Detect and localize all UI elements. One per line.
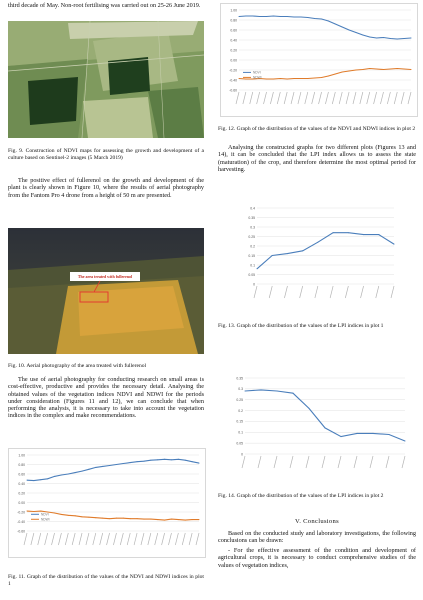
data-point <box>171 459 172 460</box>
y-tick-label: -0.60 <box>17 529 25 534</box>
y-tick-label: 0.2 <box>250 244 255 249</box>
figure-13-chart <box>238 199 403 313</box>
x-tick-label <box>330 286 333 298</box>
x-tick-label <box>361 286 364 298</box>
figure-14-caption-wrap <box>218 493 416 500</box>
figure-14-chart <box>226 369 414 483</box>
x-tick-label <box>250 92 253 104</box>
data-point <box>68 474 69 475</box>
x-tick-label <box>376 286 379 298</box>
data-point <box>266 79 267 80</box>
y-tick-label: 0.15 <box>236 419 243 424</box>
data-point <box>328 76 329 77</box>
data-point <box>199 463 200 464</box>
x-tick-label <box>24 533 27 545</box>
figure-12-chart <box>220 3 418 117</box>
y-tick-label: 0.3 <box>238 387 243 392</box>
data-point <box>397 39 398 40</box>
data-point <box>272 255 273 256</box>
data-point <box>54 476 55 477</box>
data-point <box>294 78 295 79</box>
y-tick-label: 0 <box>253 282 255 287</box>
series-line-lpi <box>257 233 394 269</box>
y-tick-label: 0.35 <box>248 215 255 220</box>
x-tick-label <box>284 92 287 104</box>
data-point <box>405 440 406 441</box>
x-tick-label <box>168 533 171 545</box>
y-tick-label: -0.60 <box>229 88 237 93</box>
data-point <box>143 461 144 462</box>
left-paragraph-1 <box>8 177 204 199</box>
x-tick-label <box>242 456 245 468</box>
data-point <box>157 519 158 520</box>
right-paragraph-3 <box>218 144 416 173</box>
data-point <box>357 433 358 434</box>
data-point <box>192 461 193 462</box>
x-tick-label <box>277 92 280 104</box>
data-point <box>411 69 412 70</box>
y-tick-label: 0.1 <box>250 263 255 268</box>
left-top-text: third decade of May. Non-root fertilising was carried out on 25-26 June 2019. <box>8 2 201 9</box>
data-point <box>130 462 131 463</box>
data-point <box>302 250 303 251</box>
data-point <box>123 463 124 464</box>
data-point <box>376 38 377 39</box>
series-line-ndvi <box>27 459 199 480</box>
x-tick-label <box>360 92 363 104</box>
x-tick-label <box>354 456 357 468</box>
data-point <box>123 518 124 519</box>
x-tick-label <box>346 92 349 104</box>
x-tick-label <box>370 456 373 468</box>
legend-label: NDWI <box>41 517 50 522</box>
y-tick-label: 0.20 <box>230 48 237 53</box>
y-tick-label: 0.25 <box>248 234 255 239</box>
x-tick-label <box>175 533 178 545</box>
x-tick-label <box>380 92 383 104</box>
lpi-plot1-svg <box>239 200 402 312</box>
x-tick-label <box>270 92 273 104</box>
data-point <box>355 32 356 33</box>
data-point <box>178 459 179 460</box>
data-point <box>300 78 301 79</box>
y-tick-label: 0.40 <box>230 38 237 43</box>
x-tick-label <box>162 533 165 545</box>
x-tick-label <box>284 286 287 298</box>
data-point <box>325 427 326 428</box>
x-tick-label <box>291 92 294 104</box>
paragraph-fullerenol: The positive effect of fullerenol on the growth and development of the plant is clearly shown in Figure 10, where the results of aerial photography from the Fantom Pro 4 drone from a height of 50 m are presented. <box>8 177 204 199</box>
x-tick-label <box>312 92 315 104</box>
x-tick-label <box>401 92 404 104</box>
data-point <box>245 391 246 392</box>
data-point <box>54 512 55 513</box>
x-tick-label <box>257 92 260 104</box>
left-paragraph-2 <box>8 376 204 420</box>
x-tick-label <box>367 92 370 104</box>
data-point <box>61 474 62 475</box>
data-point <box>314 78 315 79</box>
x-tick-label <box>300 286 303 298</box>
y-tick-label: 0.4 <box>250 206 255 211</box>
y-tick-label: 0.3 <box>250 225 255 230</box>
x-tick-label <box>134 533 137 545</box>
y-tick-label: 1.00 <box>230 8 237 13</box>
x-tick-label <box>338 456 341 468</box>
data-point <box>245 79 246 80</box>
data-point <box>328 21 329 22</box>
paragraph-conclusion-1: - For the effective assessment of the condition and development of agricultural crops, it is necessary to conduct comprehensive studies of the values of vegetation indices, <box>218 547 416 569</box>
x-tick-label <box>315 286 318 298</box>
data-point <box>317 242 318 243</box>
data-point <box>75 515 76 516</box>
x-tick-label <box>243 92 246 104</box>
figure-11-chart <box>8 448 206 558</box>
data-point <box>68 515 69 516</box>
series-line-ndwi <box>27 511 199 520</box>
data-point <box>273 79 274 80</box>
data-point <box>333 232 334 233</box>
x-tick-label <box>374 92 377 104</box>
x-tick-label <box>345 286 348 298</box>
y-tick-label: 0 <box>241 452 243 457</box>
x-tick-label <box>182 533 185 545</box>
ndvi-satellite-map <box>8 21 204 138</box>
x-tick-label <box>148 533 151 545</box>
x-tick-label <box>58 533 61 545</box>
y-tick-label: -0.20 <box>17 510 25 515</box>
figure-10-aerial-photo <box>8 228 204 354</box>
x-tick-label <box>79 533 82 545</box>
data-point <box>164 459 165 460</box>
data-point <box>383 37 384 38</box>
data-point <box>369 68 370 69</box>
data-point <box>335 74 336 75</box>
y-tick-label: 0.1 <box>238 430 243 435</box>
data-point <box>280 78 281 79</box>
data-point <box>266 16 267 17</box>
y-tick-label: 0.80 <box>230 18 237 23</box>
y-tick-label: 0.60 <box>18 472 25 477</box>
y-tick-label: 0.80 <box>18 462 25 467</box>
legend-label: NDWI <box>253 75 262 80</box>
data-point <box>40 479 41 480</box>
x-tick-label <box>189 533 192 545</box>
right-paragraph-5 <box>218 547 416 569</box>
x-tick-label <box>107 533 110 545</box>
x-tick-label <box>306 456 309 468</box>
data-point <box>314 18 315 19</box>
x-tick-label <box>258 456 261 468</box>
data-point <box>150 460 151 461</box>
data-point <box>171 519 172 520</box>
x-tick-label <box>45 533 48 545</box>
figure-11-caption-wrap <box>8 574 204 587</box>
data-point <box>150 519 151 520</box>
x-tick-label <box>305 92 308 104</box>
data-point <box>321 77 322 78</box>
data-point <box>102 466 103 467</box>
data-point <box>130 518 131 519</box>
figure-11-caption: Fig. 11. Graph of the distribution of the values of the NDVI and NDWI indices in plot 1 <box>8 574 204 587</box>
data-point <box>294 17 295 18</box>
data-point <box>95 467 96 468</box>
data-point <box>185 460 186 461</box>
lpi-plot2-svg <box>227 370 413 482</box>
data-point <box>116 464 117 465</box>
x-tick-label <box>93 533 96 545</box>
ndvi-ndwi-plot2-svg <box>221 4 417 116</box>
data-point <box>348 232 349 233</box>
x-tick-label <box>353 92 356 104</box>
x-tick-label <box>408 92 411 104</box>
data-point <box>369 37 370 38</box>
data-point <box>287 79 288 80</box>
data-point <box>40 511 41 512</box>
x-tick-label <box>319 92 322 104</box>
x-tick-label <box>394 92 397 104</box>
x-tick-label <box>196 533 199 545</box>
data-point <box>185 520 186 521</box>
fullerenol-area-label: The area treated with fullerenol <box>77 274 133 279</box>
data-point <box>164 520 165 521</box>
data-point <box>287 253 288 254</box>
y-tick-label: 0.60 <box>230 28 237 33</box>
data-point <box>199 519 200 520</box>
data-point <box>342 72 343 73</box>
series-line-lpi <box>245 390 405 441</box>
y-tick-label: 0.40 <box>18 481 25 486</box>
figure-12-caption: Fig. 12. Graph of the distribution of the values of the NDVI and NDWI indices in plot 2 <box>218 126 416 132</box>
x-tick-label <box>298 92 301 104</box>
y-tick-label: 0.05 <box>248 272 255 277</box>
right-paragraph-4 <box>218 530 416 545</box>
y-tick-label: 0.2 <box>238 408 243 413</box>
x-tick-label <box>86 533 89 545</box>
y-tick-label: 0.00 <box>230 58 237 63</box>
y-tick-label: -0.40 <box>229 78 237 83</box>
x-tick-label <box>274 456 277 468</box>
x-tick-label <box>322 456 325 468</box>
figure-9-caption-wrap <box>8 148 204 161</box>
data-point <box>192 519 193 520</box>
data-point <box>116 518 117 519</box>
data-point <box>252 16 253 17</box>
x-tick-label <box>402 456 405 468</box>
figure-14-caption: Fig. 14. Graph of the distribution of the values of the LPI indices in plot 2 <box>218 493 384 499</box>
x-tick-label <box>127 533 130 545</box>
data-point <box>257 268 258 269</box>
data-point <box>341 436 342 437</box>
data-point <box>404 69 405 70</box>
data-point <box>307 78 308 79</box>
x-tick-label <box>52 533 55 545</box>
data-point <box>404 38 405 39</box>
data-point <box>109 518 110 519</box>
x-tick-label <box>113 533 116 545</box>
aerial-photo-drawing <box>8 228 204 354</box>
x-tick-label <box>236 92 239 104</box>
x-tick-label <box>254 286 257 298</box>
data-point <box>390 69 391 70</box>
data-point <box>82 471 83 472</box>
data-point <box>390 38 391 39</box>
data-point <box>394 244 395 245</box>
data-point <box>239 78 240 79</box>
x-tick-label <box>72 533 75 545</box>
data-point <box>33 511 34 512</box>
data-point <box>363 234 364 235</box>
figure-12-caption-wrap <box>218 126 416 133</box>
data-point <box>378 234 379 235</box>
data-point <box>178 519 179 520</box>
data-point <box>88 517 89 518</box>
x-tick-label <box>141 533 144 545</box>
data-point <box>277 391 278 392</box>
data-point <box>355 70 356 71</box>
data-point <box>307 17 308 18</box>
ndvi-ndwi-plot1-svg <box>9 449 205 557</box>
y-tick-label: 0.20 <box>18 491 25 496</box>
figure-9-caption: Fig. 9. Construction of NDVI maps for assessing the growth and development of a culture based on Sentinel-2 images (5 March 2019) <box>8 148 204 161</box>
data-point <box>389 434 390 435</box>
data-point <box>47 478 48 479</box>
data-point <box>362 35 363 36</box>
y-tick-label: 0.35 <box>236 376 243 381</box>
data-point <box>397 68 398 69</box>
y-tick-label: 0.15 <box>248 253 255 258</box>
data-point <box>373 433 374 434</box>
data-point <box>88 469 89 470</box>
figure-13-caption: Fig. 13. Graph of the distribution of the values of the LPI indices in plot 1 <box>218 323 384 329</box>
y-tick-label: 0.00 <box>18 500 25 505</box>
x-tick-label <box>332 92 335 104</box>
data-point <box>293 393 294 394</box>
data-point <box>137 461 138 462</box>
conclusions-heading: V. Conclusions <box>294 518 339 525</box>
y-tick-label: 0.05 <box>236 441 243 446</box>
x-tick-label <box>31 533 34 545</box>
data-point <box>82 516 83 517</box>
data-point <box>261 389 262 390</box>
data-point <box>27 480 28 481</box>
data-point <box>75 472 76 473</box>
data-point <box>287 16 288 17</box>
data-point <box>300 17 301 18</box>
data-point <box>239 16 240 17</box>
x-tick-label <box>269 286 272 298</box>
figure-13-caption-wrap <box>218 323 416 330</box>
data-point <box>245 16 246 17</box>
data-point <box>61 514 62 515</box>
y-tick-label: 1.00 <box>18 453 25 458</box>
x-tick-label <box>65 533 68 545</box>
figure-10-caption: Fig. 10. Aerial photography of the area treated with fullerenol <box>8 363 147 369</box>
paragraph-lpi-analysis: Analysing the constructed graphs for two different plots (Figures 13 and 14), it can be concluded that the LPI index allows us to assess the state (maturation) of the crop, and therefore determine the most optimal period for harvesting. <box>218 144 416 173</box>
data-point <box>95 517 96 518</box>
y-tick-label: 0.25 <box>236 398 243 403</box>
x-tick-label <box>339 92 342 104</box>
paragraph-conclusions-intro: Based on the conducted study and laboratory investigations, the following conclusions can be drawn: <box>218 530 416 545</box>
legend-label: NDVI <box>41 512 49 517</box>
data-point <box>321 19 322 20</box>
data-point <box>259 16 260 17</box>
series-line-ndvi <box>239 16 411 39</box>
x-tick-label <box>391 286 394 298</box>
data-point <box>109 465 110 466</box>
data-point <box>273 16 274 17</box>
data-point <box>143 519 144 520</box>
y-tick-label: -0.40 <box>17 519 25 524</box>
data-point <box>362 69 363 70</box>
data-point <box>309 408 310 409</box>
x-tick-label <box>120 533 123 545</box>
x-tick-label <box>386 456 389 468</box>
figure-10-caption-wrap <box>8 363 204 370</box>
data-point <box>102 518 103 519</box>
data-point <box>411 38 412 39</box>
data-point <box>280 16 281 17</box>
y-tick-label: -0.20 <box>229 68 237 73</box>
data-point <box>335 24 336 25</box>
x-tick-label <box>325 92 328 104</box>
data-point <box>137 518 138 519</box>
data-point <box>157 459 158 460</box>
x-tick-label <box>290 456 293 468</box>
x-tick-label <box>38 533 41 545</box>
x-tick-label <box>155 533 158 545</box>
data-point <box>349 71 350 72</box>
data-point <box>342 27 343 28</box>
paragraph-aerial-photography: The use of aerial photography for conducting research on small areas is cost-effective, productive and provides the necessary detail. Analysing the obtained values of the vegetation indices NDVI and NDWI for the periods under consideration (Figures 11 and 12), we can conclude that when performing the analysis, it is necessary to take into account the vegetation indices in the complex and make recommendations. <box>8 376 204 420</box>
x-tick-label <box>387 92 390 104</box>
data-point <box>383 69 384 70</box>
legend-label: NDVI <box>253 70 261 75</box>
x-tick-label <box>100 533 103 545</box>
data-point <box>33 480 34 481</box>
data-point <box>27 511 28 512</box>
data-point <box>376 69 377 70</box>
x-tick-label <box>264 92 267 104</box>
figure-9-satellite-image <box>8 21 204 138</box>
data-point <box>349 30 350 31</box>
